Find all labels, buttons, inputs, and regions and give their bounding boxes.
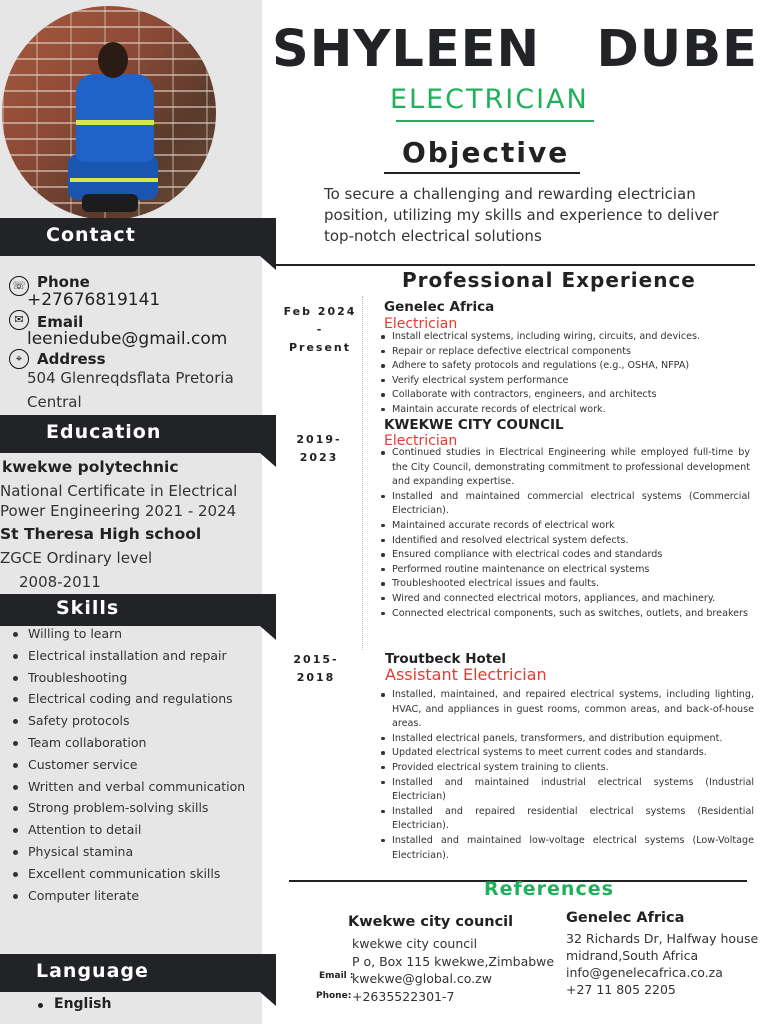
duty-item: Maintain accurate records of electrical work. [380, 403, 754, 418]
education-school-1: kwekwe polytechnic [2, 458, 179, 476]
duty-item: Performed routine maintenance on electrical systems [380, 563, 750, 578]
experience-top-rule [276, 264, 755, 266]
skill-item: Excellent communication skills [12, 863, 256, 885]
job-1-role: Electrician [384, 316, 458, 332]
duty-item: Repair or replace defective electrical components [380, 345, 754, 360]
duty-item: Connected electrical components, such as switches, outlets, and breakers [380, 607, 750, 622]
job-1-employer: Genelec Africa [384, 299, 495, 315]
email-label: Email [37, 313, 84, 331]
duty-item: Adhere to safety protocols and regulations (e.g., OSHA, NFPA) [380, 359, 754, 374]
skill-item: Written and verbal communication [12, 776, 256, 798]
reference-1-name: Kwekwe city council [348, 914, 514, 930]
education-qualification-2: ZGCE Ordinary level [0, 549, 153, 567]
duty-item: Maintained accurate records of electrical work [380, 519, 750, 534]
language-heading: Language [0, 954, 276, 992]
skill-item: Team collaboration [12, 732, 256, 754]
skill-item: Computer literate [12, 885, 256, 907]
education-years-2: 2008-2011 [19, 573, 101, 591]
duty-item: Updated electrical systems to meet current codes and standards. [380, 746, 754, 761]
job-1-duties [380, 330, 754, 418]
reference-1-line-2: P o, Box 115 kwekwe,Zimbabwe [352, 954, 555, 969]
skill-item: Customer service [12, 754, 256, 776]
reference-2-line-2: midrand,South Africa [566, 948, 699, 963]
reference-2-email: info@genelecafrica.co.za [566, 965, 723, 980]
language-item: English [38, 996, 111, 1012]
duty-item: Install electrical systems, including wiring, circuits, and devices. [380, 330, 754, 345]
candidate-name: SHYLEEN DUBE [272, 20, 758, 79]
skills-list [12, 623, 256, 906]
duty-item: Provided electrical system training to clients. [380, 761, 754, 776]
skill-item: Safety protocols [12, 710, 256, 732]
duty-item: Ensured compliance with electrical codes and standards [380, 548, 750, 563]
duty-item: Collaborate with contractors, engineers, and architects [380, 388, 754, 403]
profile-photo [2, 6, 216, 220]
job-3-employer: Troutbeck Hotel [385, 651, 507, 667]
duty-item: Installed and repaired residential electrical systems (Residential Electrician). [380, 805, 754, 834]
duty-item: Wired and connected electrical motors, appliances, and machinery. [380, 592, 750, 607]
duty-item: Installed, maintained, and repaired electrical systems, including lighting, HVAC, and appliances in guest rooms, common areas, and back-of-house areas. [380, 688, 754, 732]
phone-value: +27676819141 [27, 290, 161, 310]
duty-item: Troubleshooted electrical issues and faults. [380, 577, 750, 592]
contact-heading: Contact [0, 218, 276, 256]
skill-item: Troubleshooting [12, 667, 256, 689]
job-1-dates: Feb 2024 - Present [283, 305, 357, 354]
reference-2-phone: +27 11 805 2205 [566, 982, 676, 997]
duty-item: Installed electrical panels, transformers, and distribution equipment. [380, 732, 754, 747]
email-icon: ✉ [9, 310, 29, 330]
reference-2-name: Genelec Africa [566, 910, 685, 926]
photo-person [68, 42, 164, 212]
job-2-duties [380, 446, 750, 621]
education-school-2: St Theresa High school [0, 525, 202, 543]
skill-item: Attention to detail [12, 819, 256, 841]
skills-heading: Skills [0, 594, 276, 626]
skill-item: Willing to learn [12, 623, 256, 645]
reference-1-email: kwekwe@global.co.zw [352, 971, 492, 986]
reference-1-line-1: kwekwe city council [352, 936, 478, 951]
references-heading: References [484, 878, 614, 900]
skill-item: Strong problem-solving skills [12, 797, 256, 819]
reference-1-phone-label: Phone: [316, 991, 352, 1001]
duty-item: Continued studies in Electrical Engineering while employed full-time by the City Council, demonstrating commitment to professional development and expanding expertise. [380, 446, 750, 490]
reference-1-phone: +2635522301-7 [352, 989, 455, 1004]
candidate-role: ELECTRICIAN [390, 84, 589, 115]
duty-item: Installed and maintained commercial electrical systems (Commercial Electrician). [380, 490, 750, 519]
job-2-role: Electrician [384, 433, 458, 449]
duty-item: Verify electrical system performance [380, 374, 754, 389]
timeline-line [362, 296, 363, 650]
skill-item: Electrical coding and regulations [12, 688, 256, 710]
duty-item: Installed and maintained industrial electrical systems (Industrial Electrician) [380, 776, 754, 805]
skill-item: Electrical installation and repair [12, 645, 256, 667]
objective-underline [384, 172, 580, 174]
phone-icon: ☏ [9, 276, 29, 296]
address-line-2: Central [27, 393, 82, 411]
phone-label: Phone [37, 273, 90, 291]
duty-item: Installed and maintained low-voltage electrical systems (Low-Voltage Electrician). [380, 834, 754, 863]
location-pin-icon: ⌖ [9, 349, 29, 369]
role-underline [396, 120, 594, 122]
duty-item: Identified and resolved electrical system defects. [380, 534, 750, 549]
email-value: leeniedube@gmail.com [27, 329, 228, 349]
education-heading: Education [0, 415, 276, 453]
objective-heading: Objective [402, 136, 570, 169]
job-2-employer: KWEKWE CITY COUNCIL [384, 417, 564, 433]
reference-1-email-label: Email : [319, 971, 354, 981]
reference-2-line-1: 32 Richards Dr, Halfway house [566, 931, 759, 946]
skill-item: Physical stamina [12, 841, 256, 863]
experience-heading: Professional Experience [402, 268, 696, 292]
education-qualification-1a: National Certificate in Electrical [0, 482, 238, 500]
address-label: Address [37, 350, 106, 368]
address-line-1: 504 Glenreqdsflata Pretoria [27, 369, 234, 387]
job-3-duties [380, 688, 754, 863]
job-3-dates: 2015-2018 [293, 653, 339, 684]
job-2-dates: 2019-2023 [296, 433, 342, 464]
education-qualification-1b: Power Engineering 2021 - 2024 [0, 502, 237, 520]
objective-text: To secure a challenging and rewarding electrician position, utilizing my skills and experience to deliver top-notch electrical solutions [324, 185, 719, 245]
job-3-role: Assistant Electrician [385, 665, 547, 684]
